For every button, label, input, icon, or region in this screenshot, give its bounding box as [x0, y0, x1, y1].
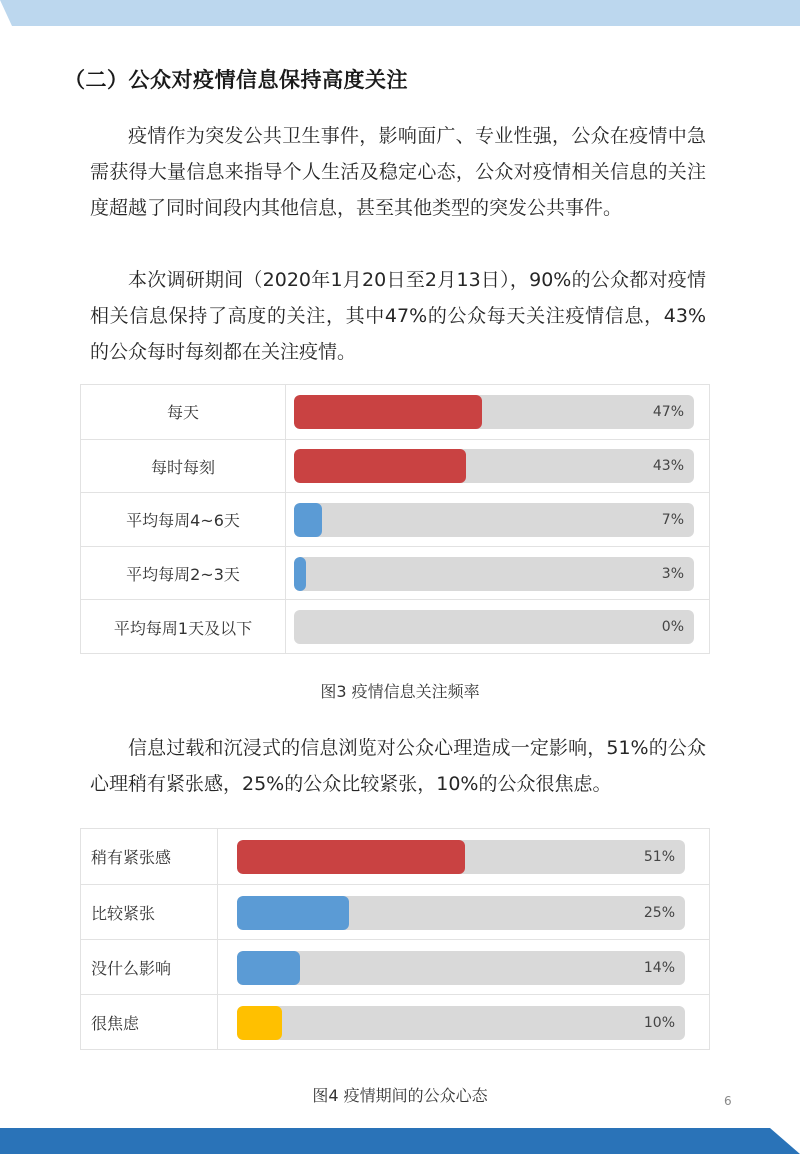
chart3-caption: 图3 疫情信息关注频率: [320, 682, 480, 701]
chart-row: [81, 492, 709, 547]
bar: [294, 557, 306, 591]
bar-track: [294, 395, 694, 429]
bar: [237, 896, 349, 930]
category-label: 平均每周1天及以下: [113, 618, 253, 638]
chart-row: [81, 884, 709, 940]
paragraph-intro: 疫情作为突发公共卫生事件，影响面广、专业性强，公众在疫情中急需获得大量信息来指导个人生活及稳定心态，公众对疫情相关信息的关注度超越了同时间段内其他信息，甚至其他类型的突发公共事件。: [90, 125, 706, 219]
value-label: 25%: [643, 904, 675, 921]
paragraph-psychology: 信息过载和沉浸式的信息浏览对公众心理造成一定影响，51%的公众心理稍有紧张感，25%的公众比较紧张，10%的公众很焦虑。: [90, 737, 706, 795]
category-label: 稍有紧张感: [91, 848, 172, 867]
value-label: 10%: [643, 1014, 675, 1031]
bar-track: [294, 449, 694, 483]
value-label: 47%: [652, 403, 684, 420]
paragraph-survey: 本次调研期间（2020年1月20日至2月13日），90%的公众都对疫情相关信息保持了高度的关注，其中47%的公众每天关注疫情信息，43%的公众每时每刻都在关注疫情。: [90, 269, 706, 363]
bar: [294, 503, 322, 537]
chart-row: [81, 599, 709, 654]
value-label: 0%: [661, 619, 684, 636]
bar: [237, 951, 300, 985]
chart-row: [81, 939, 709, 995]
bar-track: [237, 1006, 685, 1040]
chart4-caption: 图4 疫情期间的公众心态: [312, 1086, 488, 1105]
category-label: 每天: [166, 403, 199, 423]
chart-public-mindset: [80, 828, 710, 1050]
bar-track: [294, 557, 694, 591]
bottom-decorative-band: [0, 1128, 800, 1154]
category-label: 平均每周4~6天: [126, 511, 240, 531]
bar: [237, 840, 465, 874]
category-label: 没什么影响: [91, 959, 172, 978]
value-label: 51%: [643, 848, 675, 865]
chart-row: [81, 829, 709, 884]
page-number: 6: [724, 1094, 732, 1108]
bar-track: [294, 610, 694, 644]
chart-row: [81, 994, 709, 1050]
section-heading: （二）公众对疫情信息保持高度关注: [64, 68, 408, 92]
bar-track: [294, 503, 694, 537]
category-label: 比较紧张: [91, 904, 156, 923]
bar: [294, 395, 482, 429]
category-label: 很焦虑: [91, 1014, 140, 1033]
chart-row: [81, 385, 709, 439]
value-label: 14%: [643, 959, 675, 976]
value-label: 7%: [661, 511, 684, 528]
category-label: 每时每刻: [150, 457, 215, 477]
value-label: 3%: [661, 565, 684, 582]
bar: [294, 449, 466, 483]
bar: [237, 1006, 282, 1040]
chart-attention-frequency: [80, 384, 710, 654]
bar-track: [237, 951, 685, 985]
bar-track: [237, 840, 685, 874]
value-label: 43%: [652, 458, 684, 475]
bar-track: [237, 896, 685, 930]
category-label: 平均每周2~3天: [126, 565, 240, 585]
top-decorative-band: [0, 0, 800, 26]
chart-row: [81, 439, 709, 494]
chart-row: [81, 546, 709, 601]
